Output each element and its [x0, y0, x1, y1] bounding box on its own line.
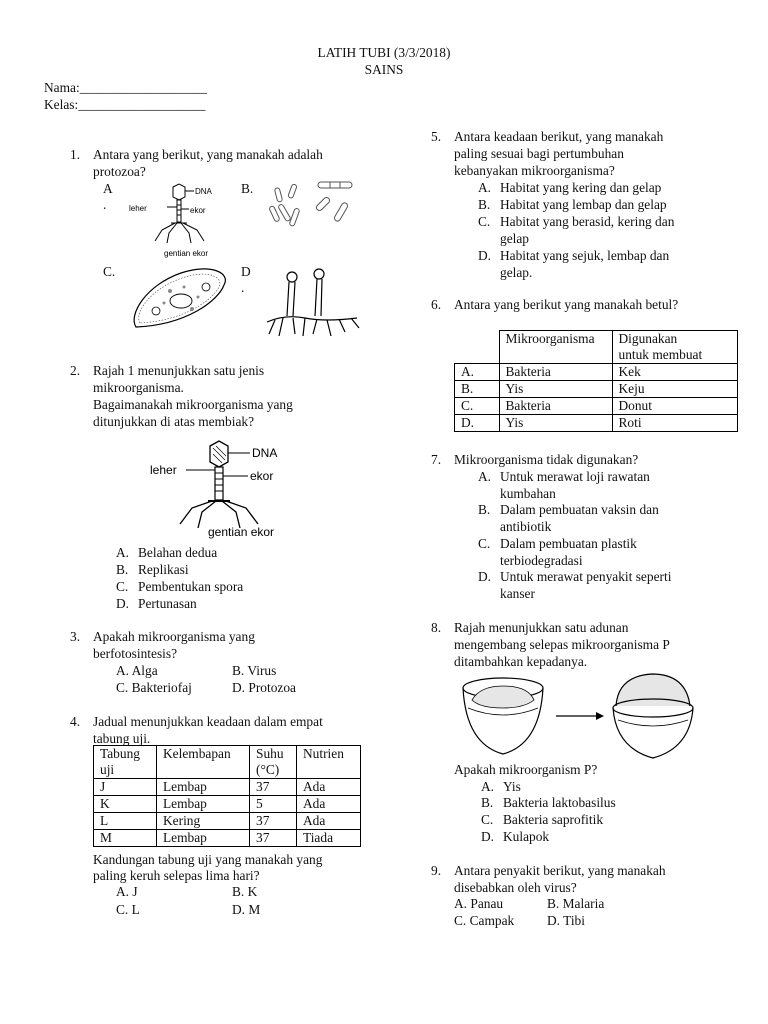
- question-number: 9.: [431, 863, 442, 878]
- question-text: Apakah mikroorganism P?: [454, 762, 598, 777]
- option-c[interactable]: C. Dalam pembuatan plastik terbiodegradasi: [478, 536, 637, 568]
- option-a[interactable]: [116, 544, 217, 561]
- option-key: B.: [116, 562, 129, 577]
- question-text: Rajah 1 menunjukkan satu jenis: [93, 363, 265, 378]
- option-b-label: B.: [241, 181, 254, 196]
- question-text: Apakah mikroorganisma yang: [93, 629, 255, 644]
- question-number: 5.: [431, 129, 442, 144]
- bacteriophage-large-figure: [150, 440, 310, 540]
- table-row: K Lembap 5 Ada: [94, 796, 361, 813]
- label-gentian-ekor: gentian ekor: [164, 249, 209, 258]
- option-d[interactable]: D. M: [232, 902, 261, 917]
- question-number: 4.: [70, 714, 81, 729]
- table-header-row: [94, 746, 361, 779]
- page-title: LATIH TUBI (3/3/2018): [317, 45, 451, 60]
- option-b[interactable]: B. Habitat yang lembap dan gelap: [478, 197, 667, 212]
- bacteriophage-small-figure: [127, 183, 227, 258]
- question-number: 6.: [431, 297, 442, 312]
- question-text: protozoa?: [93, 164, 146, 179]
- page-subject: SAINS: [364, 62, 404, 77]
- label-ekor: ekor: [190, 206, 206, 215]
- option-a[interactable]: A. J: [116, 884, 138, 899]
- option-c[interactable]: [116, 578, 243, 595]
- option-b[interactable]: B. K: [232, 884, 258, 899]
- label-leher: leher: [150, 463, 177, 477]
- bacteria-rods-figure: [268, 180, 358, 240]
- table-row[interactable]: C. Bakteria Donut: [455, 398, 738, 415]
- option-a[interactable]: A. Panau: [454, 896, 504, 911]
- question-text: Mikroorganisma tidak digunakan?: [454, 452, 639, 467]
- question-text: Antara penyakit berikut, yang manakah: [454, 863, 666, 878]
- question-text: paling keruh selepas lima hari?: [93, 868, 260, 883]
- table-row[interactable]: B. Yis Keju: [455, 381, 738, 398]
- usage-table: [454, 330, 738, 432]
- question-number: 2.: [70, 363, 81, 378]
- conditions-table: [93, 745, 361, 847]
- question-text: Rajah menunjukkan satu adunan: [454, 620, 629, 635]
- question-text: ditunjukkan di atas membiak?: [93, 414, 255, 429]
- option-d[interactable]: D. Untuk merawat penyakit seperti kanser: [478, 569, 672, 601]
- option-text: Belahan dedua: [138, 545, 218, 560]
- table-row: M Lembap 37 Tiada: [94, 830, 361, 847]
- option-a-dot: .: [103, 197, 107, 212]
- option-key: C.: [116, 579, 129, 594]
- option-a[interactable]: A. Habitat yang kering dan gelap: [478, 180, 662, 195]
- question-text: Jadual menunjukkan keadaan dalam empat: [93, 714, 323, 729]
- table-row[interactable]: A. Bakteria Kek: [455, 364, 738, 381]
- option-a-label: A: [103, 181, 113, 196]
- header-cell: Kelembapan: [157, 746, 250, 779]
- option-text: Pertunasan: [138, 596, 197, 611]
- header-cell: Mikroorganisma: [499, 331, 612, 364]
- option-d-dot: .: [241, 280, 245, 295]
- option-d[interactable]: D. Kulapok: [481, 829, 550, 844]
- label-dna: DNA: [195, 187, 212, 196]
- option-a[interactable]: A. Yis: [481, 779, 521, 794]
- header-cell: Tabung uji: [94, 746, 157, 779]
- option-c[interactable]: C. Campak: [454, 913, 515, 928]
- option-b[interactable]: B. Virus: [232, 663, 277, 678]
- question-text: mengembang selepas mikroorganisma P: [454, 637, 670, 652]
- option-c[interactable]: C. L: [116, 902, 140, 917]
- option-d-label: D: [241, 264, 251, 279]
- question-text: Kandungan tabung uji yang manakah yang: [93, 852, 323, 867]
- dough-rising-figure: [458, 672, 708, 762]
- question-text: mikroorganisma.: [93, 380, 184, 395]
- paramecium-figure: [126, 265, 236, 337]
- option-key: A.: [116, 545, 130, 560]
- question-text: Antara yang berikut, yang manakah adalah: [93, 147, 323, 162]
- mould-figure: [265, 268, 365, 338]
- option-text: Pembentukan spora: [138, 579, 244, 594]
- question-text: Bagaimanakah mikroorganisma yang: [93, 397, 293, 412]
- option-b[interactable]: B. Malaria: [547, 896, 605, 911]
- question-number: 3.: [70, 629, 81, 644]
- table-row: L Kering 37 Ada: [94, 813, 361, 830]
- question-text: Antara yang berikut yang manakah betul?: [454, 297, 679, 312]
- option-c[interactable]: C. Bakteria saprofitik: [481, 812, 604, 827]
- option-b[interactable]: B. Bakteria laktobasilus: [481, 795, 616, 810]
- option-d[interactable]: D. Habitat yang sejuk, lembap dan gelap.: [478, 248, 670, 280]
- header-cell: Suhu (°C): [250, 746, 297, 779]
- label-leher: leher: [129, 204, 147, 213]
- class-field: Kelas:___________________: [44, 97, 206, 112]
- header-cell: Digunakan untuk membuat: [612, 331, 738, 364]
- question-text: berfotosintesis?: [93, 646, 178, 661]
- option-c-label: C.: [103, 264, 116, 279]
- question-text: paling sesuai bagi pertumbuhan: [454, 146, 624, 161]
- question-number: 1.: [70, 147, 81, 162]
- label-ekor: ekor: [250, 469, 274, 483]
- option-text: Replikasi: [138, 562, 189, 577]
- header-cell: Nutrien: [297, 746, 361, 779]
- question-text: kebanyakan mikroorganisma?: [454, 163, 615, 178]
- question-text: tabung uji.: [93, 731, 151, 746]
- question-text: Antara keadaan berikut, yang manakah: [454, 129, 664, 144]
- question-text: ditambahkan kepadanya.: [454, 654, 588, 669]
- table-row[interactable]: D. Yis Roti: [455, 415, 738, 432]
- option-c[interactable]: C. Bakteriofaj: [116, 680, 192, 695]
- option-a[interactable]: A. Alga: [116, 663, 158, 678]
- label-dna: DNA: [252, 446, 278, 460]
- option-b[interactable]: B. Dalam pembuatan vaksin dan antibiotik: [478, 502, 659, 534]
- option-c[interactable]: C. Habitat yang berasid, kering dan gelap: [478, 214, 675, 246]
- question-number: 8.: [431, 620, 442, 635]
- option-d[interactable]: D. Protozoa: [232, 680, 296, 695]
- name-field: Nama:___________________: [44, 80, 207, 95]
- question-text: disebabkan oleh virus?: [454, 880, 577, 895]
- question-number: 7.: [431, 452, 442, 467]
- option-a[interactable]: A. Untuk merawat loji rawatan kumbahan: [478, 469, 650, 501]
- option-d[interactable]: [116, 595, 197, 612]
- label-gentian-ekor: gentian ekor: [208, 525, 275, 539]
- table-row: J Lembap 37 Ada: [94, 779, 361, 796]
- table-header-row: [455, 331, 738, 364]
- option-d[interactable]: D. Tibi: [547, 913, 585, 928]
- option-key: D.: [116, 596, 130, 611]
- option-b[interactable]: [116, 561, 189, 578]
